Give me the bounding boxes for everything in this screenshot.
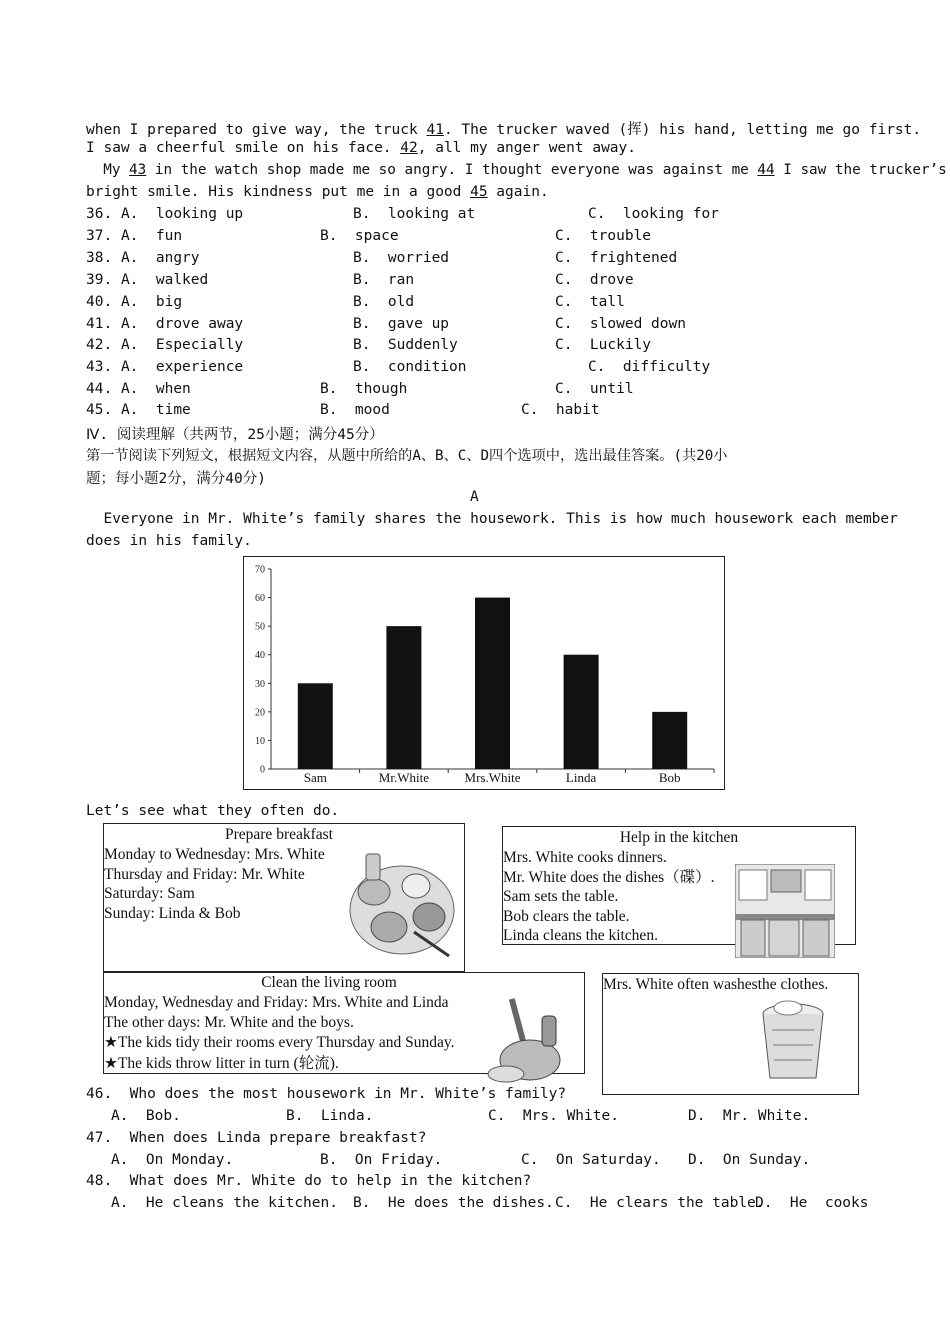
option-b: B. old [353, 294, 415, 310]
lets-see-text: Let’s see what they often do. [86, 803, 340, 819]
living-room-line: The other days: Mr. White and the boys. [104, 1013, 354, 1031]
passage-line-2 [86, 140, 636, 156]
y-tick-label: 20 [255, 707, 265, 719]
answer-a: A. On Monday. [111, 1152, 234, 1168]
option-a: A. angry [120, 250, 200, 266]
option-b: B. gave up [353, 316, 450, 332]
option-b: B. looking at [353, 206, 476, 222]
option-num: 45. [86, 402, 113, 418]
answer-c: C. Mrs. White. [488, 1108, 619, 1124]
option-num: 42. [86, 337, 113, 353]
bar-bob [652, 712, 687, 769]
answer-c: C. He clears the table. [555, 1195, 765, 1211]
section-instruction: 第一节阅读下列短文，根据短文内容，从题中所给的A、B、C、D四个选项中，选出最佳答案。(共20小 [86, 448, 728, 464]
question-48: 48. What does Mr. White do to help in the kitchen? [86, 1173, 532, 1189]
passage-line-4 [86, 184, 549, 200]
option-row-38 [86, 250, 200, 266]
passage-text: bright smile. His kindness put me in a good [86, 184, 471, 200]
option-c: C. until [555, 381, 634, 397]
kitchen-line: Linda cleans the kitchen. [503, 927, 658, 944]
laundry-basket-icon [758, 1000, 828, 1084]
bar-mrwhite [386, 626, 421, 769]
option-c: C. difficulty [588, 359, 711, 375]
option-row-36 [86, 206, 243, 222]
passage-text: I saw the trucker’s [774, 162, 947, 178]
option-a: A. fun [120, 228, 183, 244]
answer-d: D. Mr. White. [688, 1108, 811, 1124]
option-a: A. time [120, 402, 191, 418]
passage-letter: A [470, 489, 479, 505]
y-tick-label: 60 [255, 593, 265, 605]
option-c: C. slowed down [555, 316, 686, 332]
y-tick-label: 70 [255, 564, 265, 576]
breakfast-line: Monday to Wednesday: Mrs. White [104, 846, 325, 863]
y-tick-label: 50 [255, 621, 265, 633]
clothes-box [602, 973, 859, 1095]
living-room-line: ★The kids throw litter in turn (轮流). [104, 1055, 339, 1072]
option-row-43 [86, 359, 243, 375]
option-row-39 [86, 272, 208, 288]
x-tick-label: Linda [565, 770, 597, 785]
option-b: B. though [320, 381, 408, 397]
bar-linda [564, 655, 599, 769]
option-c: C. trouble [555, 228, 652, 244]
blank-41: 41 [426, 122, 444, 138]
cleaning-supplies-icon [486, 996, 572, 1086]
y-tick-label: 0 [260, 764, 265, 776]
option-a: A. Especially [120, 337, 244, 353]
blank-44: 44 [757, 162, 775, 178]
breakfast-line: Sunday: Linda & Bob [104, 904, 241, 922]
option-num: 36. [86, 206, 113, 222]
living-room-line: ★The kids tidy their rooms every Thursday and Sunday. [104, 1034, 455, 1051]
option-num: 41. [86, 316, 113, 332]
option-a: A. when [120, 381, 191, 397]
living-room-title: Clean the living room [261, 974, 397, 991]
question-47: 47. When does Linda prepare breakfast? [86, 1130, 427, 1146]
kitchen-line: Mr. White does the dishes（碟）. [503, 868, 715, 886]
x-tick-label: Sam [303, 770, 327, 785]
breakfast-line: Saturday: Sam [104, 885, 195, 902]
x-tick-label: Mrs.White [464, 770, 521, 785]
passage-text: in the watch shop made me so angry. I thought everyone was against me [146, 162, 758, 178]
passage-intro: Everyone in Mr. White’s family shares the housework. This is how much housework each member [86, 511, 898, 527]
y-tick-label: 10 [255, 735, 265, 747]
answer-b: B. He does the dishes. [353, 1195, 554, 1211]
kitchen-title: Help in the kitchen [619, 829, 739, 846]
option-row-44 [86, 381, 191, 397]
x-tick-label: Mr.White [378, 770, 429, 785]
answer-b: B. On Friday. [320, 1152, 443, 1168]
x-tick-label: Bob [658, 770, 681, 785]
option-b: B. worried [353, 250, 450, 266]
option-row-42 [86, 337, 243, 353]
passage-line-3 [86, 162, 947, 178]
option-row-45 [86, 402, 191, 418]
answer-d: D. On Sunday. [688, 1152, 811, 1168]
blank-43: 43 [129, 162, 147, 178]
option-row-40 [86, 294, 182, 310]
option-c: C. tall [555, 294, 625, 310]
passage-text: when I prepared to give way, the truck [86, 122, 427, 138]
answer-d: D. He cooks [755, 1195, 869, 1211]
bar-sam [298, 683, 333, 769]
y-tick-label: 30 [255, 678, 265, 690]
option-num: 37. [86, 228, 113, 244]
passage-text: . The trucker waved (挥) his hand, letting me go first. [443, 122, 922, 138]
blank-45: 45 [470, 184, 488, 200]
breakfast-line: Thursday and Friday: Mr. White [104, 865, 305, 883]
kitchen-line: Mrs. White cooks dinners. [503, 849, 667, 866]
kitchen-line: Sam sets the table. [503, 888, 619, 905]
passage-text: again. [487, 184, 549, 200]
passage-text: , all my anger went away. [417, 140, 636, 156]
option-num: 38. [86, 250, 113, 266]
answer-a: A. He cleans the kitchen. [111, 1195, 338, 1211]
option-num: 39. [86, 272, 113, 288]
option-a: A. drove away [120, 316, 244, 332]
section-instruction-cont: 题；每小题2分，满分40分) [86, 471, 266, 487]
option-b: B. Suddenly [353, 337, 458, 353]
y-tick-label: 40 [255, 650, 265, 662]
passage-text: My [86, 162, 130, 178]
section-title: Ⅳ. 阅读理解（共两节，25小题；满分45分） [86, 427, 384, 443]
breakfast-food-icon [344, 852, 459, 960]
passage-line-1 [86, 118, 921, 139]
option-b: B. space [320, 228, 399, 244]
blank-42: 42 [400, 140, 418, 156]
passage-text: I saw a cheerful smile on his face. [86, 140, 401, 156]
question-46: 46. Who does the most housework in Mr. White’s family? [86, 1086, 567, 1102]
option-a: A. big [120, 294, 183, 310]
option-c: C. drove [555, 272, 634, 288]
option-c: C. looking for [588, 206, 719, 222]
kitchen-photo-icon [735, 864, 835, 958]
kitchen-line: Bob clears the table. [503, 907, 630, 925]
option-row-41 [86, 316, 243, 332]
option-row-37 [86, 228, 182, 244]
clothes-text: Mrs. White often washesthe clothes. [603, 976, 829, 993]
breakfast-title: Prepare breakfast [224, 826, 333, 843]
housework-chart [243, 556, 725, 790]
option-a: A. walked [120, 272, 209, 288]
bar-chart-svg [244, 557, 724, 789]
option-b: B. ran [353, 272, 415, 288]
option-c: C. habit [521, 402, 600, 418]
answer-c: C. On Saturday. [521, 1152, 661, 1168]
option-num: 40. [86, 294, 113, 310]
bar-mrswhite [475, 598, 510, 769]
option-b: B. mood [320, 402, 390, 418]
option-num: 44. [86, 381, 113, 397]
answer-a: A. Bob. [111, 1108, 181, 1124]
option-num: 43. [86, 359, 113, 375]
option-a: A. experience [120, 359, 244, 375]
option-b: B. condition [353, 359, 467, 375]
living-room-line: Monday, Wednesday and Friday: Mrs. White and Linda [104, 994, 449, 1011]
option-c: C. frightened [555, 250, 678, 266]
option-c: C. Luckily [555, 337, 652, 353]
option-a: A. looking up [120, 206, 244, 222]
passage-intro-cont: does in his family. [86, 533, 252, 549]
answer-b: B. Linda. [286, 1108, 374, 1124]
breakfast-box [103, 823, 465, 972]
